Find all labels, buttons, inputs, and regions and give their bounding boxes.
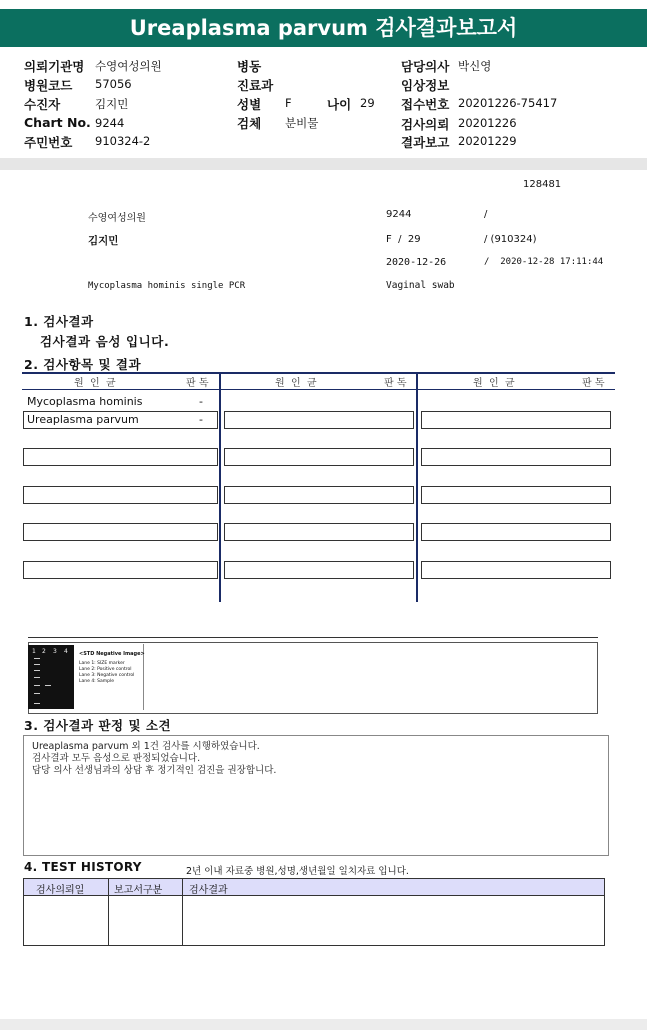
lane-number: 1: [32, 648, 36, 655]
slip-datetime: / 2020-12-28 17:11:44: [484, 257, 604, 267]
ward-label: 병동: [237, 59, 262, 74]
gel-legend-item: Lane 4: Sample: [79, 679, 114, 684]
slip-slash: /: [484, 209, 488, 220]
request-date-value: 20201226: [458, 116, 517, 130]
gel-legend-item: Lane 3: Negative control: [79, 673, 135, 678]
history-col-report-type: 보고서구분: [114, 885, 163, 896]
receipt-no-label: 접수번호: [401, 97, 450, 112]
col-organism-3: 원 인 균: [473, 378, 515, 389]
header-divider: [0, 158, 647, 170]
col-organism-2: 원 인 균: [275, 378, 317, 389]
table-head-rule: [22, 389, 615, 390]
chart-no-label: Chart No.: [24, 115, 91, 130]
empty-cell: [23, 561, 218, 579]
patient-value: 김지민: [95, 97, 129, 111]
gel-band: [34, 703, 40, 704]
row2-cell-2: [224, 411, 414, 429]
gel-band: [34, 670, 40, 671]
col-judgement-2: 판 독: [384, 378, 407, 389]
section3-title: 3. 검사결과 판정 및 소견: [24, 718, 172, 733]
history-col-divider: [108, 878, 109, 946]
opinion-line: Ureaplasma parvum 외 1건 검사를 시행하였습니다.: [32, 741, 260, 752]
dept-label: 진료과: [237, 78, 274, 93]
slip-test-name: Mycoplasma hominis single PCR: [88, 281, 246, 291]
row1-result: -: [199, 395, 203, 408]
gel-legend: [79, 661, 134, 685]
slip-clinic: 수영여성의원: [88, 213, 146, 224]
table-divider-2: [416, 372, 418, 602]
doctor-value: 박신영: [458, 59, 492, 73]
section4-title: 4. TEST HISTORY: [24, 860, 142, 874]
history-col-result: 검사결과: [189, 885, 228, 896]
report-date-value: 20201229: [458, 134, 517, 148]
col-judgement-1: 판 독: [186, 378, 209, 389]
doctor-label: 담당의사: [401, 59, 450, 74]
hospital-value: 수영여성의원: [95, 59, 162, 73]
history-col-request-date: 검사의뢰일: [36, 885, 85, 896]
gel-band: [34, 693, 40, 694]
section1-result: 검사결과 음성 입니다.: [40, 334, 170, 349]
slip-patient: 김지민: [88, 235, 119, 247]
resident-no-label: 주민번호: [24, 135, 73, 150]
slip-birth: / (910324): [484, 234, 537, 245]
gel-top-rule: [28, 637, 598, 638]
empty-cell: [23, 448, 218, 466]
gel-band: [34, 685, 40, 686]
sex-value: F: [285, 96, 292, 110]
table-divider-1: [219, 372, 221, 602]
receipt-no-value: 20201226-75417: [458, 96, 558, 110]
gel-title: <STD Negative Image>: [79, 651, 145, 657]
age-label: 나이: [327, 97, 352, 112]
empty-cell: [421, 486, 611, 504]
gel-legend-item: Lane 1: SIZE marker: [79, 661, 125, 666]
empty-cell: [421, 448, 611, 466]
footer-band: [0, 1019, 647, 1030]
slip-specimen: Vaginal swab: [386, 280, 455, 291]
gel-photo: [28, 645, 74, 709]
empty-cell: [224, 486, 414, 504]
clinical-info-label: 임상정보: [401, 78, 450, 93]
gel-legend-item: Lane 2: Positive control: [79, 667, 132, 672]
patient-label: 수진자: [24, 97, 61, 112]
lane-number: 4: [64, 648, 68, 655]
slip-chart: 9244: [386, 209, 412, 220]
history-note: 2년 이내 자료중 병원,성명,생년월일 일치자료 입니다.: [186, 866, 409, 877]
gel-band: [45, 685, 51, 686]
slip-date: 2020-12-26: [386, 257, 447, 268]
empty-cell: [224, 561, 414, 579]
col-organism-1: 원 인 균: [74, 378, 116, 389]
empty-cell: [421, 523, 611, 541]
request-date-label: 검사의뢰: [401, 117, 450, 132]
row2-result: -: [199, 413, 203, 426]
opinion-text: [32, 741, 276, 777]
lane-number: 3: [53, 648, 57, 655]
empty-cell: [224, 523, 414, 541]
row2-cell-3: [421, 411, 611, 429]
report-title-bar: [0, 9, 647, 47]
empty-cell: [224, 448, 414, 466]
slip-sex-age: F / 29: [386, 234, 421, 245]
section1-title: 1. 검사결과: [24, 314, 94, 329]
lane-number: 2: [42, 648, 46, 655]
opinion-line: 검사결과 모두 음성으로 판정되었습니다.: [32, 753, 201, 764]
opinion-box: [23, 735, 609, 856]
history-col-divider: [182, 878, 183, 946]
age-value: 29: [360, 96, 375, 110]
row1-organism: Mycoplasma hominis: [27, 395, 143, 408]
slip-number: 128481: [523, 179, 562, 190]
resident-no-value: 910324-2: [95, 134, 151, 148]
hospital-code-value: 57056: [95, 77, 132, 91]
opinion-line: 담당 의사 선생님과의 상담 후 정기적인 검진을 권장합니다.: [32, 765, 277, 776]
report-title: Ureaplasma parvum 검사결과보고서: [129, 16, 518, 40]
section2-title: 2. 검사항목 및 결과: [24, 357, 142, 372]
empty-cell: [23, 523, 218, 541]
sex-label: 성별: [237, 97, 262, 112]
report-date-label: 결과보고: [401, 135, 450, 150]
gel-band: [34, 658, 40, 659]
row2-organism: Ureaplasma parvum: [27, 413, 139, 426]
empty-cell: [23, 486, 218, 504]
history-header: [23, 878, 605, 896]
col-judgement-3: 판 독: [582, 378, 605, 389]
specimen-label: 검체: [237, 116, 262, 131]
empty-cell: [421, 561, 611, 579]
gel-band: [34, 677, 40, 678]
hospital-code-label: 병원코드: [24, 78, 73, 93]
chart-no-value: 9244: [95, 116, 125, 130]
gel-band: [34, 664, 40, 665]
hospital-label: 의뢰기관명: [24, 59, 85, 74]
specimen-value: 분비물: [285, 116, 319, 130]
